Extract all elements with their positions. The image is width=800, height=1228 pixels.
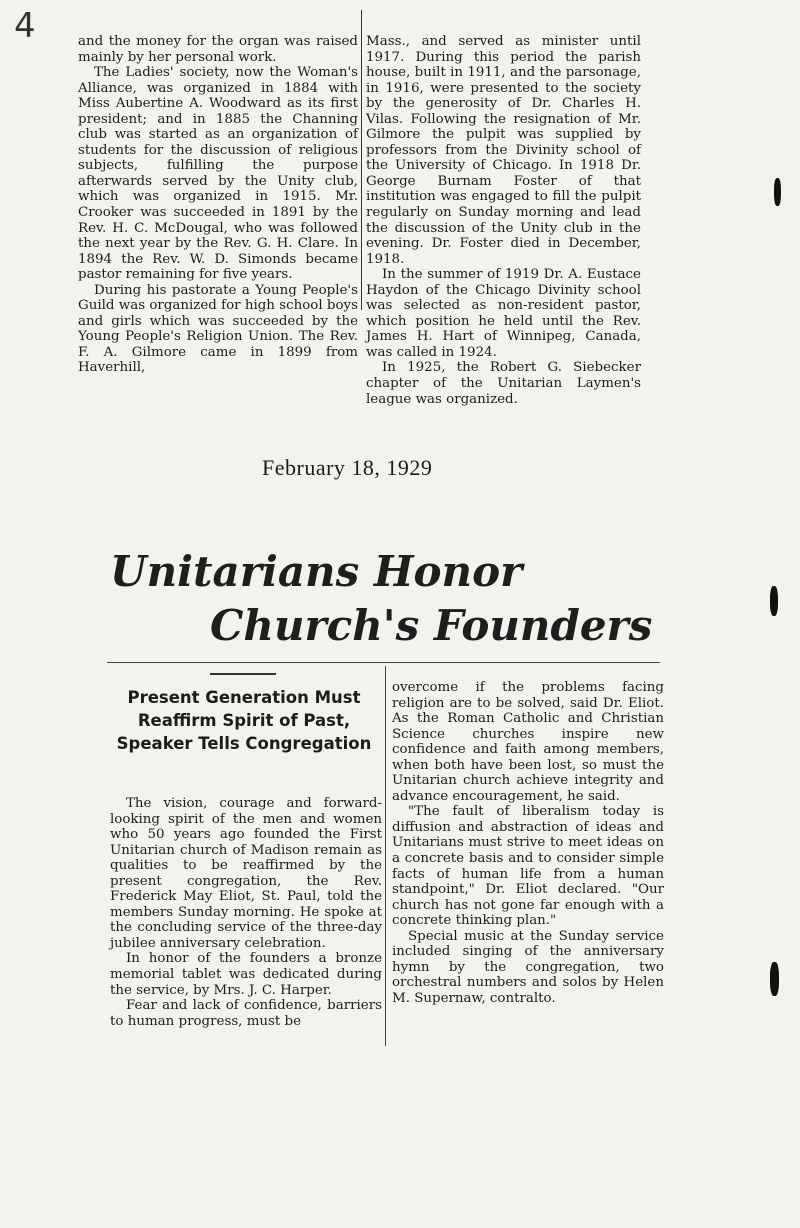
article-column-left [110,796,382,1029]
paragraph: In honor of the founders a bronze memorial tablet was dedicated during the service, by Mrs. J. C. Harper. [110,951,382,998]
paragraph: and the money for the organ was raised mainly by her personal work. [78,34,358,65]
headline-line-2: Church's Founders [210,601,653,650]
paragraph: The vision, courage and forward-looking spirit of the men and women who 50 years ago founded the First Unitarian church of Madison remain as qualities to be reaffirmed by the present congregation, the Rev. Frederick May Eliot, St. Paul, told the members Sunday morning. He spoke at the concluding service of the three-day jubilee anniversary celebration. [110,796,382,951]
subhead-rule [210,673,276,675]
paragraph: Fear and lack of confidence, barriers to human progress, must be [110,998,382,1029]
paragraph: In the summer of 1919 Dr. A. Eustace Haydon of the Chicago Divinity school was selected as non-resident pastor, which position he held until the Rev. James H. Hart of Winnipeg, Canada, was called in 1924. [366,267,641,360]
clipping-date: February 18, 1929 [262,455,433,480]
headline-line-1: Unitarians Honor [110,547,523,596]
headline-rule [107,662,660,663]
column-divider [385,666,386,1046]
article-subhead: Present Generation Must Reaffirm Spirit of Past, Speaker Tells Congregation [116,688,372,753]
paragraph: In 1925, the Robert G. Siebecker chapter of the Unitarian Laymen's league was organized. [366,360,641,407]
column-divider [361,10,362,310]
paragraph: During his pastorate a Young People's Guild was organized for high school boys and girls which was succeeded by the Young People's Religion Union. The Rev. F. A. Gilmore came in 1899 from Haverhill, [78,282,358,376]
clipping1-column-left [78,34,358,376]
paragraph: Mass., and served as minister until 1917. During this period the parish house, built in 1911, and the parsonage, in 1916, were presented to the society by the generosity of Dr. Charles H. Vilas. Following the resignation of Mr. Gilmore the pulpit was supplied by professors from the Divinity school of the University of Chicago. In 1918 Dr. George Burnam Foster of that institution was engaged to fill the pulpit regularly on Sunday morning and lead the discussion of the Unity club in the evening. Dr. Foster died in December, 1918. [366,34,641,267]
article-headline [110,545,670,653]
paragraph: "The fault of liberalism today is diffusion and abstraction of ideas and Unitarians must strive to meet ideas on a concrete basis and to consider simple facts of human life from a human standpoint," Dr. Eliot declared. "Our church has not gone far enough with a concrete thinking plan." [392,804,664,929]
binding-mark [770,586,778,616]
clipping1-column-right [366,34,641,407]
paragraph: Special music at the Sunday service included singing of the anniversary hymn by the congregation, two orchestral numbers and solos by Helen M. Supernaw, contralto. [392,928,664,1006]
paragraph: overcome if the problems facing religion are to be solved, said Dr. Eliot. As the Roman Catholic and Christian Science churches inspire new confidence and faith among members, when both have been lost, so must the Unitarian church achieve integrity and advance encouragement, he said. [392,680,664,804]
binding-mark [770,962,779,996]
binding-mark [774,178,781,206]
paragraph: The Ladies' society, now the Woman's Alliance, was organized in 1884 with Miss Aubertine A. Woodward as its first president; and in 1885 the Channing club was started as an organization of students for the discussion of religious subjects, fulfilling the purpose afterwards served by the Unity club, which was organized in 1915. Mr. Crooker was succeeded in 1891 by the Rev. H. C. McDougal, who was followed the next year by the Rev. G. H. Clare. In 1894 the Rev. W. D. Simonds became pastor remaining for five years. [78,65,358,283]
article-column-right [392,680,664,1006]
page-number: 4 [14,6,36,46]
